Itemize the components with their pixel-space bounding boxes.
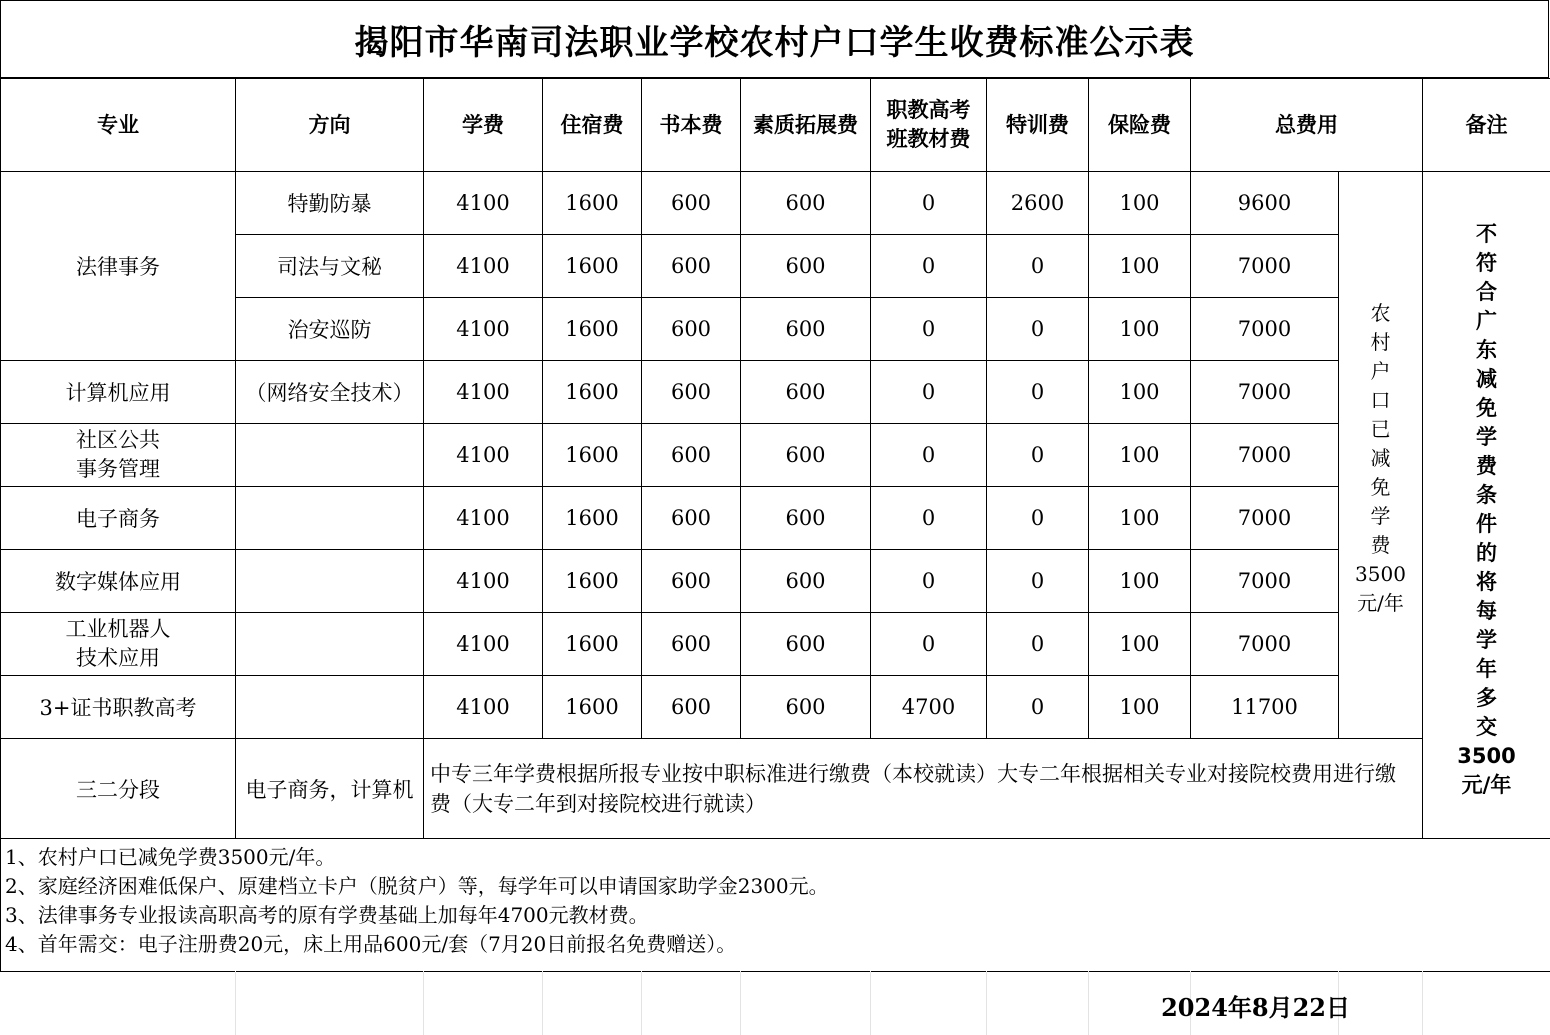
books-cell: 600 — [642, 613, 741, 676]
major-cell: 3+证书职教高考 — [1, 676, 236, 739]
dorm-cell: 1600 — [543, 550, 642, 613]
training-cell: 2600 — [987, 172, 1089, 235]
insurance-cell: 100 — [1089, 613, 1191, 676]
dorm-cell: 1600 — [543, 361, 642, 424]
training-cell: 0 — [987, 487, 1089, 550]
header-remark: 备注 — [1423, 79, 1550, 172]
major-cell: 计算机应用 — [1, 361, 236, 424]
exam-books-cell: 4700 — [871, 676, 987, 739]
total-cell: 7000 — [1191, 298, 1339, 361]
insurance-cell: 100 — [1089, 172, 1191, 235]
exam-books-cell: 0 — [871, 613, 987, 676]
table-row — [1, 550, 1550, 613]
major-cell: 三二分段 — [1, 739, 236, 839]
header-dorm: 住宿费 — [543, 79, 642, 172]
header-exam-books — [871, 79, 987, 172]
direction-cell: 特勤防暴 — [236, 172, 424, 235]
tuition-cell: 4100 — [424, 487, 543, 550]
header-insurance: 保险费 — [1089, 79, 1191, 172]
insurance-cell: 100 — [1089, 424, 1191, 487]
header-training: 特训费 — [987, 79, 1089, 172]
books-cell: 600 — [642, 235, 741, 298]
direction-cell — [236, 487, 424, 550]
table-row — [1, 487, 1550, 550]
direction-cell — [236, 613, 424, 676]
remark-unit: 元/年 — [1461, 773, 1512, 797]
major-line: 社区公共 — [76, 428, 160, 452]
exam-books-cell: 0 — [871, 298, 987, 361]
books-cell: 600 — [642, 550, 741, 613]
training-cell: 0 — [987, 298, 1089, 361]
insurance-cell: 100 — [1089, 676, 1191, 739]
direction-cell — [236, 550, 424, 613]
tuition-cell: 4100 — [424, 676, 543, 739]
remark-cell — [1423, 172, 1550, 839]
table-row — [1, 676, 1550, 739]
note-line: 2、家庭经济困难低保户、原建档立卡户（脱贫户）等，每学年可以申请国家助学金2300元。 — [5, 874, 829, 898]
quality-cell: 600 — [741, 235, 871, 298]
books-cell: 600 — [642, 424, 741, 487]
table-row — [1, 613, 1550, 676]
training-cell: 0 — [987, 550, 1089, 613]
books-cell: 600 — [642, 487, 741, 550]
tuition-cell: 4100 — [424, 172, 543, 235]
side-note-unit: 元/年 — [1357, 590, 1404, 615]
quality-cell: 600 — [741, 361, 871, 424]
major-line: 技术应用 — [76, 646, 160, 670]
dorm-cell: 1600 — [543, 172, 642, 235]
sanerfen-row — [1, 739, 1550, 839]
books-cell: 600 — [642, 676, 741, 739]
dorm-cell: 1600 — [543, 424, 642, 487]
quality-cell: 600 — [741, 613, 871, 676]
exam-books-cell: 0 — [871, 487, 987, 550]
direction-cell: 治安巡防 — [236, 298, 424, 361]
notes-row — [1, 839, 1550, 972]
insurance-cell: 100 — [1089, 550, 1191, 613]
total-cell: 7000 — [1191, 424, 1339, 487]
exam-books-cell: 0 — [871, 361, 987, 424]
tuition-cell: 4100 — [424, 550, 543, 613]
total-cell: 7000 — [1191, 550, 1339, 613]
note-line: 1、农村户口已减免学费3500元/年。 — [5, 845, 336, 869]
major-line: 事务管理 — [76, 457, 160, 481]
header-books: 书本费 — [642, 79, 741, 172]
table-row — [1, 424, 1550, 487]
table-row — [1, 172, 1550, 235]
training-cell: 0 — [987, 613, 1089, 676]
dorm-cell: 1600 — [543, 298, 642, 361]
total-cell: 7000 — [1191, 361, 1339, 424]
books-cell: 600 — [642, 361, 741, 424]
major-cell — [1, 613, 236, 676]
insurance-cell: 100 — [1089, 361, 1191, 424]
major-cell: 法律事务 — [1, 172, 236, 361]
side-note-text: 农村户口已减免学费 — [1370, 300, 1391, 557]
exam-books-cell: 0 — [871, 424, 987, 487]
header-major: 专业 — [1, 79, 236, 172]
table-row — [1, 361, 1550, 424]
direction-cell: 司法与文秘 — [236, 235, 424, 298]
dorm-cell: 1600 — [543, 235, 642, 298]
dorm-cell: 1600 — [543, 487, 642, 550]
remark-amount: 3500 — [1457, 744, 1516, 768]
page-title: 揭阳市华南司法职业学校农村户口学生收费标准公示表 — [0, 0, 1549, 78]
major-cell: 数字媒体应用 — [1, 550, 236, 613]
tuition-cell: 4100 — [424, 361, 543, 424]
major-cell — [1, 424, 236, 487]
major-line: 工业机器人 — [65, 617, 171, 641]
header-exam-books-line2: 班教材费 — [886, 127, 971, 151]
total-cell: 11700 — [1191, 676, 1339, 739]
quality-cell: 600 — [741, 676, 871, 739]
total-cell: 7000 — [1191, 487, 1339, 550]
sanerfen-note: 中专三年学费根据所报专业按中职标准进行缴费（本校就读）大专二年根据相关专业对接院校费用进行缴费（大专二年到对接院校进行就读） — [424, 739, 1423, 839]
fee-table — [0, 78, 1550, 972]
note-line: 4、首年需交：电子注册费20元，床上用品600元/套（7月20日前报名免费赠送）。 — [5, 932, 737, 956]
tuition-cell: 4100 — [424, 298, 543, 361]
total-cell: 9600 — [1191, 172, 1339, 235]
quality-cell: 600 — [741, 298, 871, 361]
tuition-cell: 4100 — [424, 235, 543, 298]
training-cell: 0 — [987, 361, 1089, 424]
insurance-cell: 100 — [1089, 235, 1191, 298]
side-note-amount: 3500 — [1355, 561, 1406, 586]
total-side-note — [1339, 172, 1423, 739]
books-cell: 600 — [642, 172, 741, 235]
quality-cell: 600 — [741, 424, 871, 487]
direction-cell — [236, 676, 424, 739]
direction-cell — [236, 424, 424, 487]
exam-books-cell: 0 — [871, 172, 987, 235]
header-exam-books-line1: 职教高考 — [886, 98, 971, 122]
exam-books-cell: 0 — [871, 550, 987, 613]
insurance-cell: 100 — [1089, 487, 1191, 550]
quality-cell: 600 — [741, 172, 871, 235]
total-cell: 7000 — [1191, 613, 1339, 676]
notes-cell — [1, 839, 1550, 972]
header-direction: 方向 — [236, 79, 424, 172]
dorm-cell: 1600 — [543, 613, 642, 676]
major-cell: 电子商务 — [1, 487, 236, 550]
quality-cell: 600 — [741, 487, 871, 550]
training-cell: 0 — [987, 424, 1089, 487]
training-cell: 0 — [987, 235, 1089, 298]
dorm-cell: 1600 — [543, 676, 642, 739]
header-tuition: 学费 — [424, 79, 543, 172]
insurance-cell: 100 — [1089, 298, 1191, 361]
books-cell: 600 — [642, 298, 741, 361]
header-total: 总费用 — [1191, 79, 1423, 172]
total-cell: 7000 — [1191, 235, 1339, 298]
date-label: 2024年8月22日 — [1161, 993, 1350, 1022]
header-row — [1, 79, 1550, 172]
quality-cell: 600 — [741, 550, 871, 613]
direction-cell: 电子商务，计算机 — [236, 739, 424, 839]
tuition-cell: 4100 — [424, 613, 543, 676]
remark-text: 不符合广东减免学费条件的将每学年多交 — [1476, 222, 1497, 739]
note-line: 3、法律事务专业报读高职高考的原有学费基础上加每年4700元教材费。 — [5, 903, 649, 927]
tuition-cell: 4100 — [424, 424, 543, 487]
header-quality: 素质拓展费 — [741, 79, 871, 172]
training-cell: 0 — [987, 676, 1089, 739]
exam-books-cell: 0 — [871, 235, 987, 298]
direction-cell: （网络安全技术） — [236, 361, 424, 424]
